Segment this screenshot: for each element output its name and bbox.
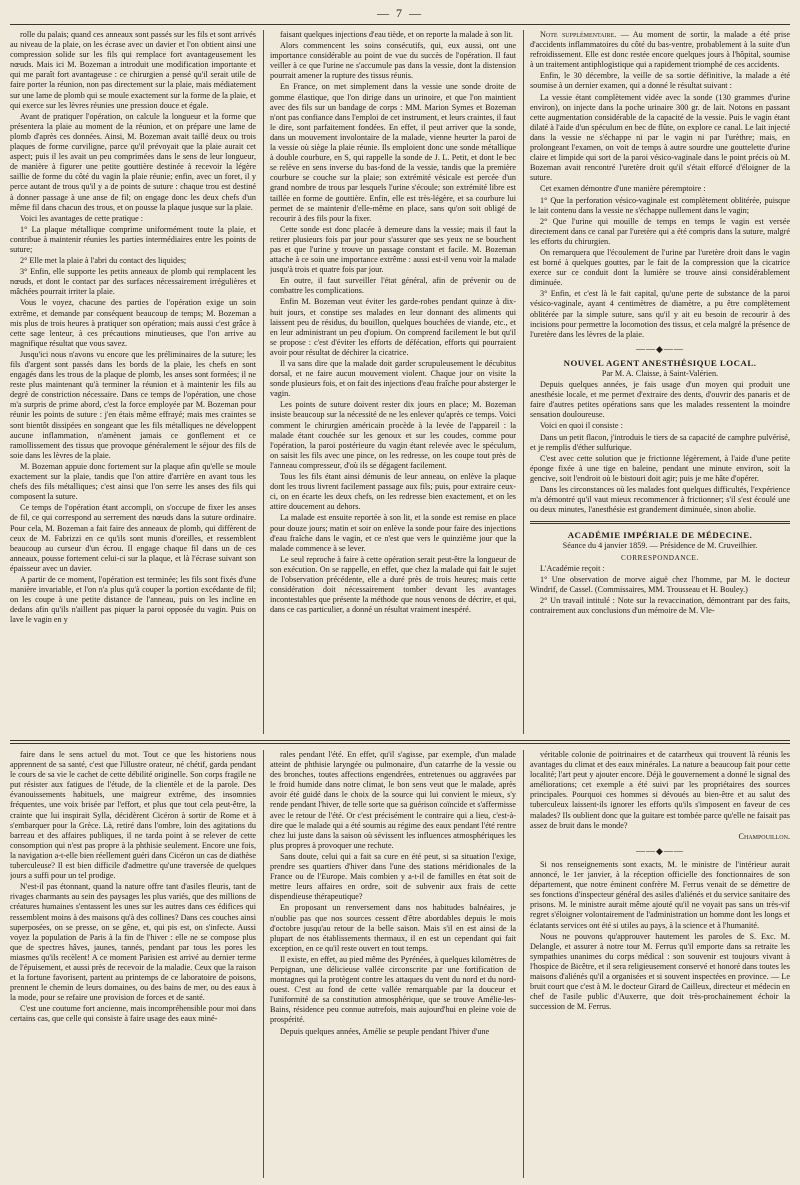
paragraph: Il existe, en effet, au pied même des Pyrénées, à quelques kilomètres de Perpignan, une délicieuse vallée circonscrite par une fortification de montagnes qui la protègent contre les attaques du vent du nord et du nord-ouest. C'est au fond de cette vallée remarquable par la douceur et l'uniformité de sa constitution atmosphérique, que se trouve Amélie-les-Bains, résidence peu connue autrefois, mais aujourd'hui en pleine voie de prospérité. (270, 954, 516, 1025)
paragraph: M. Bozeman appuie donc fortement sur la plaque afin qu'elle se moule exactement sur la plaie, tandis que l'on attire d'arrière en avant tous les chefs des fils métalliques; c'est ainsi que l'on serre les anses des fils qui composent la suture. (10, 461, 256, 502)
paragraph: Depuis quelques années, Amélie se peuple pendant l'hiver d'une (280, 1026, 490, 1036)
paragraph: L'Académie reçoit : (540, 563, 605, 573)
paragraph: C'est avec cette solution que je frictionne légèrement, à l'aide d'une petite éponge fixée à une tige en baleine, pendant une minute environ, soit la gencive, soit l'endroit où le bistouri doit agir; puis je me hâte d'opérer. (530, 453, 790, 483)
paragraph: C'est une coutume fort ancienne, mais incompréhensible pour moi dans certains cas, que celle qui consiste à faire usage des eaux miné- (10, 1004, 256, 1024)
paragraph: Si nos renseignements sont exacts, M. le ministre de l'intérieur aurait annoncé, le 1er janvier, à la réception officielle des fonctionnaires de son département, que notre éminent confrère M. Ferrus venait de se démettre de ses fonctions d'inspecteur général des asiles d'aliénés et du service sanitaire des prisons. M. le ministre aurait même ajouté qu'il ne voyait pas sans un très-vif regret s'éloigner volontairement de l'administration un homme dont les longs et éclatants services ont été si utiles au pays, à la science et à l'humanité. (530, 859, 790, 930)
top-column-3 (530, 30, 790, 734)
column-divider (263, 30, 264, 734)
note-paragraph: Enfin, le 30 décembre, la veille de sa sortie définitive, la malade a été soumise à un dernier examen, qui a donné le résultat suivant : (530, 71, 790, 91)
paragraph: Voici les avantages de cette pratique : (20, 213, 144, 223)
paragraph: 1° La plaque métallique comprime uniformément toute la plaie, et contribue à maintenir réunies les parties intermédiaires entre les points de suture; (10, 224, 256, 254)
paragraph: Voici en quoi il consiste : (540, 421, 623, 431)
paragraph: Cette sonde est donc placée à demeure dans la vessie; mais il faut la retirer plusieurs fois par jour pour s'assurer que ses yeux ne se bouchent pas et que l'urine y trouve un passage constant et facile. M. Bozeman attache à ce soin une importance extrême : aussi est-il venu voir la malade jusqu'à trois et quatre fois par jour. (270, 224, 516, 275)
paragraph: faisant quelques injections d'eau tiède, et on reporte la malade à son lit. (280, 30, 513, 39)
article-byline: Par M. A. Claisse, à Saint-Valérien. (601, 369, 719, 378)
top-rule (10, 24, 790, 25)
section-ornament: ——◆—— (636, 845, 684, 856)
section-divider (10, 743, 790, 744)
academy-session: Séance du 4 janvier 1859. — Présidence de M. Cruveilhier. (562, 541, 758, 551)
page-number: — 7 — (377, 6, 423, 20)
bottom-column-1 (10, 750, 256, 1178)
note-paragraph: 2° Que l'urine qui mouille de temps en temps le vagin est versée directement dans ce canal par l'uretère qui a été compris dans la suture, malgré les efforts du chirurgien. (530, 216, 790, 246)
paragraph: Ce temps de l'opération étant accompli, on s'occupe de fixer les anses de fil, ce qui correspond au serrement des nœuds dans la suture ordinaire. Pour cela, M. Bozeman a fait faire des anneaux de plomb, qui diffèrent de ceux de M. Fabrizzi en ce qu'ils sont munis d'oreilles, et ressemblent beaucoup au curseur d'un écrou. Il engage chaque fil dans un de ces anneaux, pousse fortement celui-ci sur la plaque, et là l'écrase suivant son épaisseur avec un davier. (10, 503, 256, 573)
top-column-1 (10, 30, 256, 734)
bottom-column-3 (530, 750, 790, 1178)
note-paragraph: 3° Enfin, et c'est là le fait capital, qu'une perte de substance de la paroi vésico-vaginale, ayant 4 centimètres de diamètre, a pu être complètement oblitérée par la simple suture, sans qu'il y ait eu besoin de recourir à des incisions pour permettre la locomotion des tissus, et cela malgré la présence de l'uretère dans les lèvres de la plaie. (530, 289, 790, 339)
paragraph: Dans un petit flacon, j'introduis le tiers de sa capacité de camphre pulvérisé, et je remplis d'éther sulfurique. (530, 432, 790, 452)
top-column-2 (270, 30, 516, 734)
note-paragraph: 1° Que la perforation vésico-vaginale est complètement oblitérée, puisque le lait contenu dans la vessie ne s'échappe nullement dans le vagin; (530, 195, 790, 215)
paragraph: En France, on met simplement dans la vessie une sonde droite de gomme élastique, que l'on dirige dans un urinoire, et que l'on maintient avec des fils sur un bandage de corps : MM. Marion Symes et Bozeman n'ont pas confiance dans l'emploi de cet instrument, et leurs craintes, il faut le dire, sont parfaitement fondées. En effet, il peut arriver que la sonde, dans un mouvement involontaire de la malade, vienne heurter la paroi de la vessie où siège la plaie réunie. Ils emploient donc une sonde métallique à double courbure, en S, qui rappelle la sonde de J. L. Petit, et dont le bec se relève en sens inverse du bas-fond de la vessie, tandis que la première courbure se couche sur la plaie; son extrémité vésicale est percée d'un grand nombre de trous par lesquels l'urine s'écoule; son extrémité libre est taillée en forme de gouttière. Enfin, elle est très-légère, et sa courbure lui permet de se maintenir d'elle-même en place, sans qu'on soit obligé de recourir à des fils pour la fixer. (270, 82, 516, 223)
paragraph: Avant de pratiquer l'opération, on calcule la longueur et la forme que présentera la plaie au moment de la réunion, et on prépare une lame de plomb d'après ces données. Ainsi, M. Bozeman avait taillé deux ou trois plaques de forme curviligne, parce qu'il prévoyait que la plaie aurait cet aspect; puis il les avait un peu comprimées dans le sens de leur longueur, de manière à figurer une petite gouttière destinée à recevoir la légère saillie de forme du côté du vagin la plaie réunie; enfin, avec un foret, il y perce autant de trous qu'il y a de points de suture : chaque trou est destiné à donner passage à une anse de fil; on engage donc les deux chefs d'un même fil dans chacun des trous, et on pousse la plaque jusque sur la plaie. (10, 111, 256, 212)
paragraph: rolle du palais; quand ces anneaux sont passés sur les fils et sont arrivés au niveau de la plaie, on les écrase avec un davier et l'on obtient ainsi une compression solide sur les fils qui remplace fort avantageusement les nœuds. Mais ici M. Bozeman a introduit une modification importante et qui me paraît fort avantageuse : ce chirurgien a pensé qu'il serait utile de faire porter la réunion, non pas directement sur la plaie, mais médiatement sur une lame de plomb qui se moule exactement sur la forme de la plaie, et qui exerce sur les lèvres réunies une pression douce et égale. (10, 30, 256, 110)
paragraph: En outre, il faut surveiller l'état général, afin de prévenir ou de combattre les complications. (270, 276, 516, 296)
section-ornament: ——◆—— (636, 343, 684, 354)
paragraph: La malade est ensuite reportée à son lit, et la sonde est remise en place pour douze jours; matin et soir on enlève la sonde pour faire des injections d'eau fraîche dans le vagin, et ce n'est que vers le quinzième jour que la malade commence à se lever. (270, 513, 516, 553)
paragraph: Le seul reproche à faire à cette opération serait peut-être la longueur de son exécution. On se rappelle, en effet, que chez la malade qui fait le sujet de l'observation précédente, elle a duré près de trois heures; mais cette considération doit nécessairement tomber devant les avantages incontestables que présente la méthode que nous venons de décrire, et qui, dans ce cas particulier, a donné un résultat vraiment inespéré. (270, 554, 516, 615)
author-signature: Champouillon. (738, 831, 790, 841)
paragraph: Il va sans dire que la malade doit garder scrupuleusement le décubitus dorsal, et ne faire aucun mouvement violent. Chaque jour on visite la sonde plusieurs fois, et on fait des injections d'eau fraîche pour absterger le vagin. (270, 359, 516, 399)
correspondence-title: CORRESPONDANCE. (621, 553, 699, 562)
paragraph: 2° Elle met la plaie à l'abri du contact des liquides; (20, 256, 187, 266)
paragraph: rales pendant l'été. En effet, qu'il s'agisse, par exemple, d'un malade atteint de phthisie laryngée ou pulmonaire, d'un catarrhe de la vessie ou des bronches, toutes affections engendrées, entretenues ou aggravées par le froid humide dans notre climat, le bon sens veut que le malade, après avoir été guidé dans le choix de la source qui lui convient le mieux, s'y rende pendant l'hiver, de telle sorte que sa guérison coïncide et s'affermisse avec le retour de l'été. Or c'est précisément le contraire qui a lieu, c'est-à-dire que le malade qui a été soumis au régime des eaux pendant l'été rentre chez lui juste dans la saison où sévissent les influences atmosphériques les plus propres à provoquer une rechute. (270, 750, 516, 850)
bottom-column-2 (270, 750, 516, 1178)
note-paragraph: On remarquera que l'écoulement de l'urine par l'uretère droit dans le vagin est borné à quelques gouttes, par le fait de la compression que la cicatrice exerce sur ce conduit dont la lumière se trouve ainsi considérablement diminuée. (530, 247, 790, 288)
paragraph: 2° Un travail intitulé : Note sur la revaccination, démontrant par des faits, contrairement aux conclusions d'un mémoire de M. Vle- (530, 595, 790, 615)
paragraph: Vous le voyez, chacune des parties de l'opération exige un soin extrême, et demande par conséquent beaucoup de temps; M. Bozeman a mis plus de trois heures à pratiquer son opération; mais aussi c'est grâce à cette sage lenteur, à ces précautions minutieuses, que l'on arrive au magnifique résultat que vous savez. (10, 298, 256, 348)
paragraph: Enfin M. Bozeman veut éviter les garde-robes pendant quinze à dix-huit jours, et constipe ses malades en leur donnant des aliments qui laissent peu de résidus, du bouillon, quelques bouchées de viande, etc., et en leur administrant un peu d'opium. On comprend facilement le but qu'il se propose : c'est d'éviter les efforts de défécation, efforts qui pourraient avoir pour résultat de déchirer la cicatrice. (270, 297, 516, 357)
academy-title: ACADÉMIE IMPÉRIALE DE MÉDECINE. (567, 530, 753, 541)
paragraph: Jusqu'ici nous n'avons vu encore que les préliminaires de la suture; les fils d'argent sont passés dans les bords de la plaie, les chefs en sont engagés dans les trous de la plaque de plomb, les anses sont formées; il ne reste plus maintenant qu'à terminer la réunion et à maintenir les fils au degré de constriction nécessaire. Dans ce temps de l'opération, une chose m'a surpris de prime abord, c'est la force employée par M. Bozeman pour réunir les points de suture : j'en étais même effrayé; mais mes craintes se sont bientôt dissipées en songeant que les fils métalliques ne développent aucune inflammation, n'amènent jamais ce gonflement et ce ramollissement des tissus que provoque généralement le séjour des fils de soie dans les lèvres de la plaie. (10, 349, 256, 460)
paragraph: véritable colonie de poitrinaires et de catarrheux qui trouvent là réunis les avantages du climat et des eaux minérales. La nature a beaucoup fait pour cette localité; l'art peut y ajouter encore. Déjà le gouvernement a donné le signal des améliorations; cet exemple a été suivi par les propriétaires des sources principales. Pourquoi ces hommes si dévoués au bien-être et au salut des tuberculeux laissent-ils ignorer les efforts qu'ils s'imposent en faveur de ces malades? Ils oublient donc que la guitare est tombée parce qu'elle ne faisait pas assez de bruit dans le monde? (530, 750, 790, 830)
note-paragraph: Cet examen démontre d'une manière péremptoire : (540, 184, 706, 194)
paragraph: Tous les fils étant ainsi démunis de leur anneau, on enlève la plaque dont les trous livrent facilement passage aux fils; puis, pour extraire ceux-ci, on en écarte les deux chefs, on les redresse bien exactement, et on les attire doucement au dehors. (270, 472, 516, 512)
note-paragraph: — Au moment de sortir, la malade a été prise d'accidents inflammatoires du côté du bas-ventre, probablement à la suite d'un refroidissement. Elle est donc restée encore quelques jours à l'hôpital, soumise à un traitement antiphlogistique qui a rapidement triomphé de ces accidents. (530, 30, 790, 70)
column-divider (523, 750, 524, 1178)
paragraph: A partir de ce moment, l'opération est terminée; les fils sont fixés d'une manière invariable, et l'on n'a plus qu'à couper la portion excédante de fil; on les coupe à une petite distance de l'anneau, puis on les incline en dedans afin qu'ils n'aillent pas piquer la paroi opposée du vagin. Puis on lave le vagin en y (10, 574, 256, 625)
section-rule (530, 521, 790, 524)
paragraph: Alors commencent les soins consécutifs, qui, eux aussi, ont une importance considérable au point de vue du succès de l'opération. Il faut veiller à ce que l'urine ne s'accumule pas dans la vessie, dont la distension pourrait amener la rupture des tissus réunis. (270, 41, 516, 81)
column-divider (263, 750, 264, 1178)
paragraph: faire dans le sens actuel du mot. Tout ce que les historiens nous apprennent de sa santé, c'est que l'illustre orateur, né chétif, garda pendant le cours de sa vie le cachet de cette débilité originelle. Son corps fragile ne put résister aux fatigues de l'étude, de la clientèle et de la parole. Des évanouissements habituels, une maigreur extrême, des insomnies fréquentes, une voix brisée par l'effort, et plus que tout cela peut-être, la crainte que lui inspirait Sylla, décidèrent Cicéron à sortir de Rome et à s'embarquer pour la Grèce. Là, retiré dans l'ombre, loin des agitations du barreau et des affaires publiques, il ne tarda point à se relever de cette consomption qui n'est pas propre à la phthisie seulement. Encore une fois, la navigation a-t-elle bien réellement guéri dans Cicéron un cas de diathèse tuberculeuse? Il est bien difficile d'admettre qu'une traversée de quelques jours a suffi pour un tel prodige. (10, 750, 256, 881)
paragraph: Nous ne pouvons qu'approuver hautement les paroles de S. Exc. M. Delangle, et assurer à notre tour M. Ferrus qu'il emporte dans sa retraite les sympathies unanimes du corps médical : son souvenir est toujours vivant à l'hospice de Bicêtre, et il sera religieusement conservé et honoré dans toutes les maisons d'aliénés qu'il a organisées et si souvent inspectées en province. — Le bruit court que c'est à M. le docteur Girard de Cailleux, directeur et médecin en chef de l'asile public d'Auxerre, que doit très-prochainement échoir la succession de M. Ferrus. (530, 931, 790, 1012)
paragraph: Dans les circonstances où les malades font quelques difficultés, l'expérience m'a démontré qu'il vaut mieux recommencer à frictionner; s'il s'est écoulé une ou deux minutes, l'anesthésie est grandement diminuée, sinon abolie. (530, 485, 790, 515)
column-divider (523, 30, 524, 734)
paragraph: Les points de suture doivent rester dix jours en place; M. Bozeman insiste beaucoup sur la nécessité de ne les enlever qu'après ce temps. Voici comment le chirurgien américain procède à la levée de l'appareil : la malade étant couchée sur les genoux et sur les coudes, comme pour l'opération, la paroi postérieure du vagin étant relevée avec le spéculum, on saisit les fils avec une pince, on les redresse, on les coupe tout près de l'anneau compresseur, d'où ils se dégagent facilement. (270, 400, 516, 470)
paragraph: N'est-il pas étonnant, quand la nature offre tant d'asiles fleuris, tant de rivages charmants au sein des paysages les plus variés, que des millions de créatures humaines s'entassent les unes sur les autres dans ces édifices qui ressemblent moins à des maisons qu'à des collines? Dans ces couches ainsi superposées, on se presse, on se gêne, et, qui pis est, on s'infecte. Aussi voyez la population de Paris à la fin de l'hiver : elle ne se compose plus que de spectres hâves, jaunes, tannés, pendant par tous les pores les miasmes qu'ils recèlent! A ce moment Parisien est arrivé au dernier terme de l'épuisement, et aussi près de recevoir de la maladie. Ceux que la raison et la fortune favorisent, partent au printemps de ce laboratoire de poisons, prennent le chemin de leurs domaines, ou des bains de mer, ou des eaux à la mode, pour se refaire une provision de forces et de santé. (10, 882, 256, 1003)
section-divider (10, 740, 790, 741)
paragraph: Depuis quelques années, je fais usage d'un moyen qui produit une anesthésie locale, et me permet d'extraire des dents, d'ouvrir des panaris et de faire d'autres petites opérations sans que les malades ressentent la moindre sensation douloureuse. (530, 380, 790, 420)
note-paragraph: La vessie étant complètement vidée avec la sonde (130 grammes d'urine environ), on injecte dans la poche urinaire 300 gr. de lait. Notons en passant cette augmentation considérable de la capacité de la vessie. Puis le vagin étant dilaté à l'aide d'un spéculum en bec de flûte, on explore ce canal. Le lait injecté dans la vessie ne s'échappe ni par le vagin ni par l'urèthre; mais, en prolongeant l'examen, on voit de temps à autre sourdre une gouttelette d'urine claire et limpide qui sort de la paroi vésico-vaginale dans le point précis où M. Bozeman avait rencontré l'uretère droit qu'il s'était efforcé d'éloigner de la suture. (530, 92, 790, 183)
paragraph: 3° Enfin, elle supporte les petits anneaux de plomb qui remplacent les nœuds, et dont le contact par des surfaces nécessairement irrégulières et mâchées pourrait irriter la plaie. (10, 267, 256, 297)
paragraph: En proposant un renversement dans nos habitudes balnéaires, je n'oublie pas que nos sources cessent d'être abordables depuis le mois d'octobre jusqu'au retour de la belle saison. Mais s'il en est ainsi de la plupart de nos établissements thermaux, il en est un cependant qui fait exception, en ce qu'il reste ouvert en tout temps. (270, 903, 516, 953)
paragraph: Sans doute, celui qui a fait sa cure en été peut, si sa situation l'exige, prendre ses quartiers d'hiver dans l'une des stations méridionales de la France ou de l'Europe. Mais combien y a-t-il de familles en état soit de mettre leurs affaires en ordre, soit de subvenir aux frais de cette dispendieuse thérapeutique? (270, 851, 516, 902)
paragraph: 1° Une observation de morve aiguë chez l'homme, par M. le docteur Windrif, de Cassel. (Commissaires, MM. Trousseau et H. Bouley.) (530, 574, 790, 594)
note-lead: Note supplémentaire. (540, 30, 617, 39)
article-title: NOUVEL AGENT ANESTHÉSIQUE LOCAL. (563, 357, 757, 368)
